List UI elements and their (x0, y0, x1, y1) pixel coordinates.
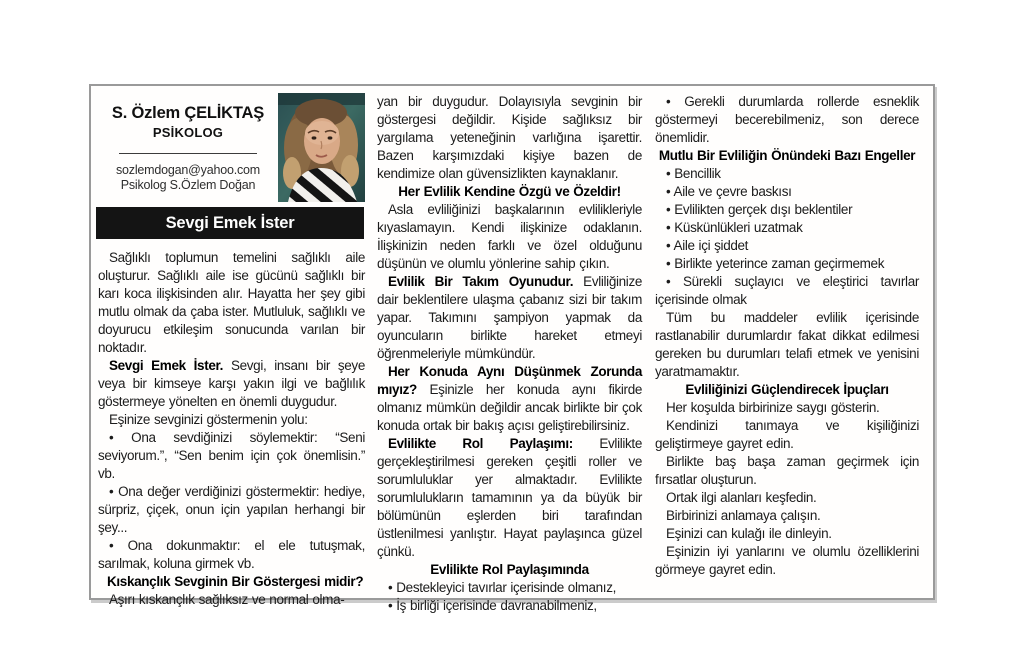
title-banner (96, 207, 364, 239)
section-heading: Her Evlilik Kendine Özgü ve Özeldir! (398, 184, 621, 199)
bullet-item: • Ona değer verdiğinizi göstermektir: hediye, sürpriz, çiçek, onun için yapılan herhangi bir şey... (98, 484, 365, 535)
paragraph: Aşırı kıskançlık sağlıksız ve normal olma- (109, 592, 345, 607)
author-name: S. Özlem ÇELİKTAŞ (111, 104, 265, 122)
bullet-icon: • (666, 220, 675, 235)
run-in-heading: Evlilikte Rol Paylaşımı: (388, 436, 600, 451)
paragraph: Evlilik Bir Takım Oyunudur. Evliliğinize dair beklentilere ulaşma çabanız sizi bir takım yapar. Takımını şampiyon yapmak da oyuncuların birlikte hareket etmeyi öğrenmeleriyle mümkündür. (377, 274, 642, 361)
author-byline: Psikolog S.Özlem Doğan (120, 178, 256, 192)
bullet-icon: • (666, 256, 675, 271)
run-in-heading: Evlilik Bir Takım Oyunudur. (388, 274, 584, 289)
bullet-item: • Bencillik (666, 166, 721, 181)
paragraph: Her Konuda Aynı Düşünmek Zorunda mıyız? Eşinizle her konuda aynı fikirde olmanız mümkün değildir ancak birlikte bir çok konuda ortak bir bakış açısı geliştirebilirsiniz. (377, 364, 643, 433)
author-profession: PSİKOLOG (152, 125, 224, 140)
paragraph: Ortak ilgi alanları keşfedin. (666, 490, 817, 505)
bullet-item: • Ona sevdiğinizi söylemektir: “Seni seviyorum.”, “Sen benim için çok önemlisin.” vb. (98, 430, 365, 481)
bullet-item: • İş birliği içerisinde davranabilmeniz, (388, 598, 597, 613)
divider-line (119, 153, 257, 154)
run-in-heading: Her Konuda Aynı Düşünmek Zorunda mıyız? (377, 364, 642, 397)
author-box (97, 92, 279, 204)
bullet-icon: • (666, 202, 675, 217)
bullet-item: • Evlilikten gerçek dışı beklentiler (666, 202, 853, 217)
paragraph: Eşinizin iyi yanlarını ve olumlu özelliklerini görmeye gayret edin. (655, 544, 919, 577)
section-heading: Evlilikte Rol Paylaşımında (430, 562, 589, 577)
section-heading: Evliliğinizi Güçlendirecek İpuçları (685, 382, 889, 397)
column-1 (98, 249, 365, 609)
bullet-icon: • (666, 94, 685, 109)
paragraph: Kendinizi tanımaya ve kişiliğinizi geliştirmeye gayret edin. (655, 418, 919, 451)
column-2 (377, 93, 642, 615)
bullet-item: • Birlikte yeterince zaman geçirmemek (666, 256, 885, 271)
bullet-icon: • (666, 274, 684, 289)
paragraph: Sağlıklı toplumun temelini sağlıklı aile oluşturur. Sağlıklı aile ise gücünü sağlıklı bir karı koca ilişkisinden alır. Hayatta her şey gibi mutlu olmak da çaba ister. Mutluluk, sağlıklı ve doyurucu etkileşim sonucunda varılan bir noktadır. (98, 250, 365, 355)
paragraph-continuation: yan bir duygudur. Dolayısıyla sevginin bir göstergesi değildir. Kişide sağlıksız bir yargılama yeteneğinin varlığına işarettir. Bazen karşımızdaki kişiye bazen de kendimize olan güvensizlikten kaynaklanır. (377, 94, 642, 181)
bullet-icon: • (388, 580, 397, 595)
column-3 (655, 93, 919, 579)
portrait-illustration (278, 93, 365, 202)
article-title: Sevgi Emek İster (165, 213, 295, 232)
bullet-item: • Gerekli durumlarda rollerde esneklik göstermeyi becerebilmeniz, son derece önemlidir. (655, 94, 920, 145)
section-heading: Mutlu Bir Evliliğin Önündeki Bazı Engeller (658, 148, 916, 163)
paragraph: Evlilikte Rol Paylaşımı: Evlilikte gerçekleştirilmesi gereken çeşitli roller ve sorumluluklar yer almaktadır. Evlilikte sorumlulukların tamamının ya da büyük bir bölümünün eşlerden biri tarafından üstlenilmesi yanlıştır. Hayat paylaşınca güzel çünkü. (377, 436, 642, 559)
author-photo (278, 93, 365, 202)
paragraph: Asla evliliğinizi başkalarının evlilikleriyle kıyaslamayın. Kendi ilişkinize odaklanın. İlişkinizin neden farklı ve özel olduğunu düşünün ve olumlu yönlerine sahip çıkın. (377, 202, 642, 271)
article-frame (89, 84, 935, 613)
paragraph: Sevgi Emek İster. Sevgi, insanı bir şeye veya bir kimseye karşı yakın ilgi ve bağlılık göstermeye yönelten en önemli duygudur. (98, 358, 365, 409)
run-in-heading: Sevgi Emek İster. (109, 358, 231, 373)
author-email: sozlemdogan@yahoo.com (116, 163, 260, 177)
bullet-item: • Aile ve çevre baskısı (666, 184, 792, 199)
paragraph: Her koşulda birbirinize saygı gösterin. (666, 400, 880, 415)
paragraph: Birbirinizi anlamaya çalışın. (666, 508, 821, 523)
bullet-icon: • (666, 166, 675, 181)
paragraph: Tüm bu maddeler evlilik içerisinde rastlanabilir durumlardır fakat dikkat edilmesi gereken bu durumları telafi etmek ve yenisini yaratmamaktır. (655, 310, 919, 379)
bullet-item: • Destekleyici tavırlar içerisinde olmanız, (388, 580, 617, 595)
bullet-item: • Küskünlükleri uzatmak (666, 220, 803, 235)
bullet-icon: • (109, 484, 119, 499)
bullet-item: • Aile içi şiddet (666, 238, 749, 253)
bullet-item: • Sürekli suçlayıcı ve eleştirici tavırlar içerisinde olmak (655, 274, 920, 307)
paragraph: Birlikte baş başa zaman geçirmek için fırsatlar oluşturun. (655, 454, 919, 487)
bullet-icon: • (388, 598, 397, 613)
bullet-icon: • (109, 538, 128, 553)
paragraph: Eşinizi can kulağı ile dinleyin. (666, 526, 832, 541)
bullet-icon: • (666, 184, 674, 199)
bullet-icon: • (666, 238, 674, 253)
bullet-item: • Ona dokunmaktır: el ele tutuşmak, sarılmak, koluna girmek vb. (98, 538, 365, 571)
section-heading: Kıskançlık Sevginin Bir Göstergesi midir? (107, 574, 364, 589)
paragraph: Eşinize sevginizi göstermenin yolu: (109, 412, 308, 427)
bullet-icon: • (109, 430, 132, 445)
